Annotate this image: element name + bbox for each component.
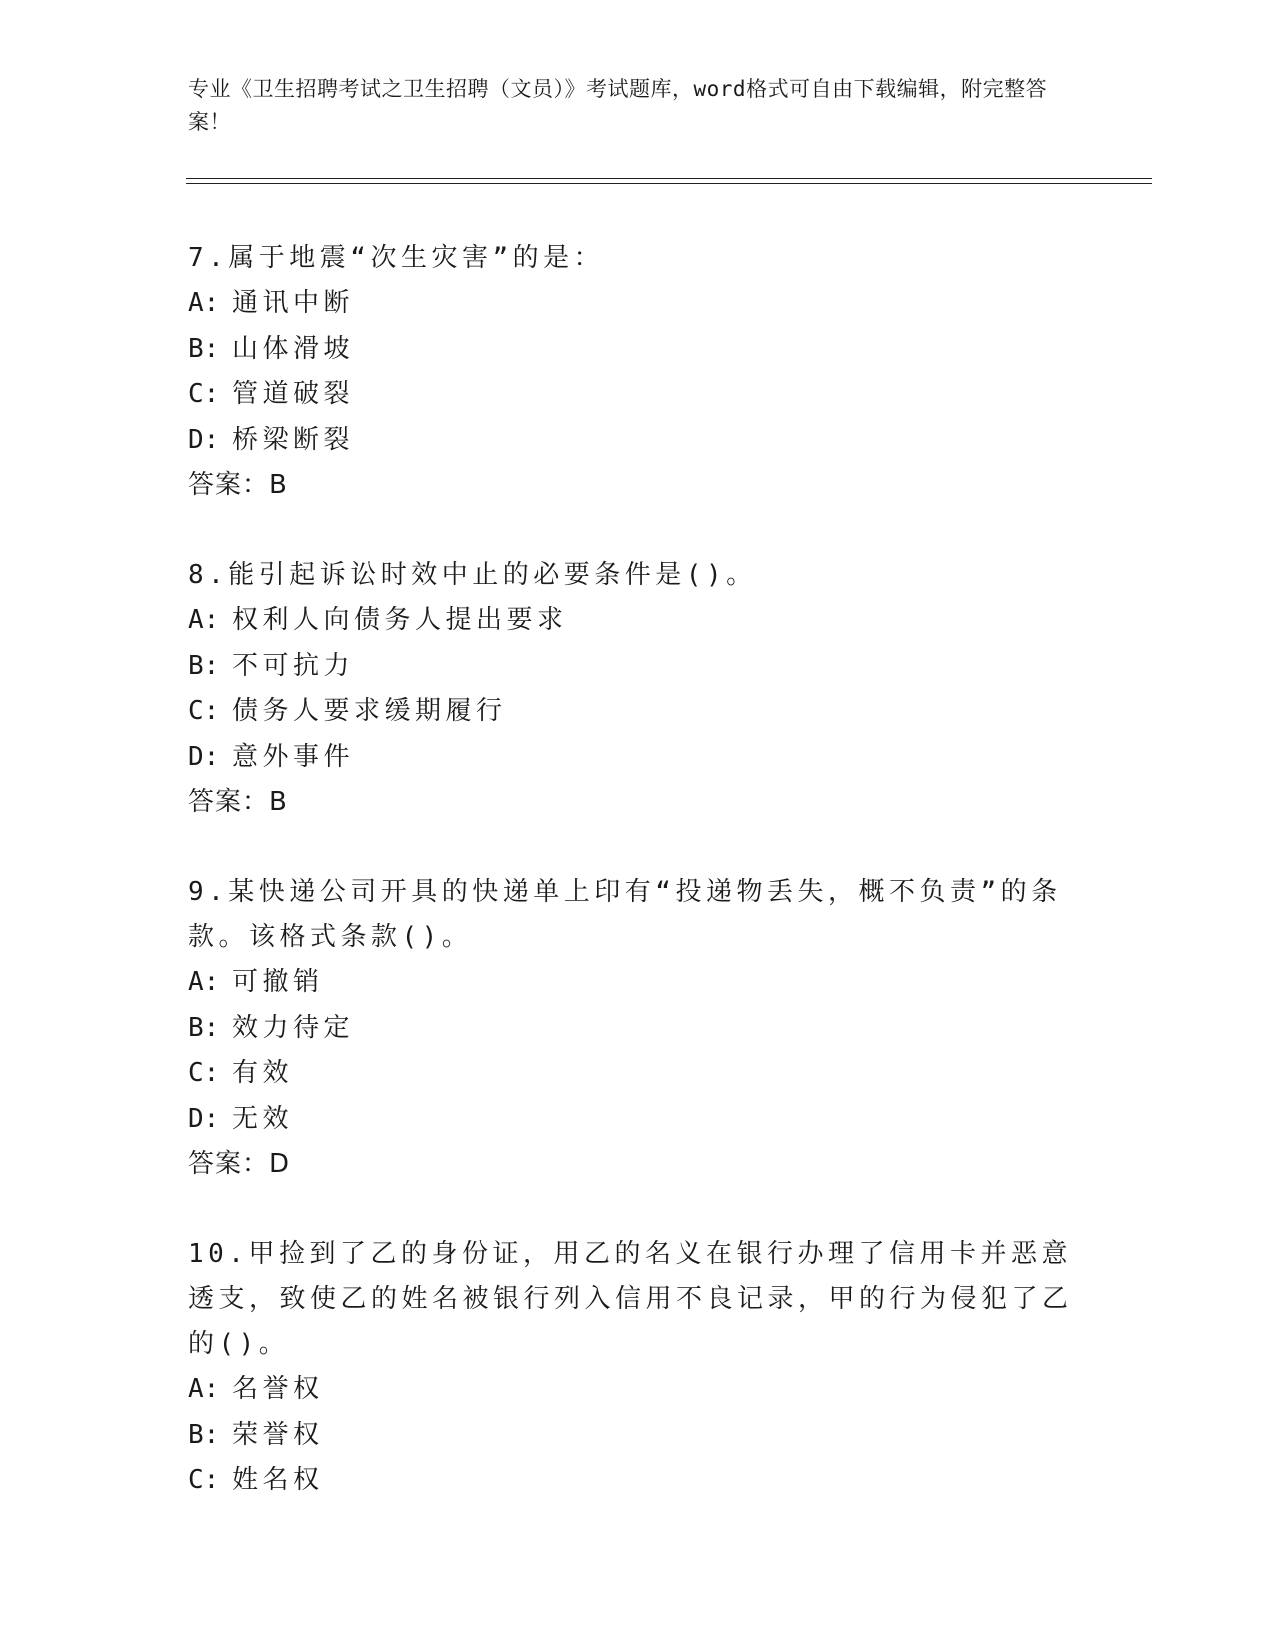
option-label: D: (188, 741, 220, 772)
option-text: 桥梁断裂 (232, 424, 355, 455)
option-d (188, 418, 1088, 464)
option-text: 债务人要求缓期履行 (232, 696, 507, 726)
option-text: 管道破裂 (232, 379, 355, 409)
option-b (188, 1006, 1088, 1052)
option-text: 权利人向债务人提出要求 (232, 605, 568, 635)
option-text: 通讯中断 (232, 288, 355, 318)
question-8 (188, 553, 1088, 825)
option-c (188, 1458, 1088, 1504)
option-d (188, 1097, 1088, 1143)
question-7 (188, 236, 1088, 508)
option-text: 有效 (232, 1058, 294, 1088)
option-d (188, 735, 1088, 781)
answer-line: 答案：D (188, 1149, 291, 1179)
question-9 (188, 870, 1088, 1187)
option-label: A: (188, 1374, 220, 1404)
option-b (188, 1413, 1088, 1459)
option-c (188, 1051, 1088, 1097)
option-c (188, 372, 1088, 418)
question-10 (188, 1232, 1088, 1504)
question-text: 10.甲捡到了乙的身份证，用乙的名义在银行办理了信用卡并恶意透支，致使乙的姓名被银行列入信用不良记录，甲的行为侵犯了乙的()。 (188, 1239, 1073, 1359)
header-divider-top (186, 178, 1152, 179)
header-divider-bottom (186, 183, 1152, 184)
question-text: 9.某快递公司开具的快递单上印有“投递物丢失，概不负责”的条款。该格式条款()。 (188, 877, 1062, 952)
option-c (188, 689, 1088, 735)
option-text: 效力待定 (232, 1012, 355, 1043)
question-list (188, 236, 1088, 1549)
option-label: A: (188, 967, 220, 997)
option-a (188, 598, 1088, 644)
option-label: B: (188, 1012, 220, 1043)
answer-line: 答案：B (188, 787, 288, 817)
option-b (188, 644, 1088, 690)
option-label: D: (188, 1103, 220, 1134)
document-header: 专业《卫生招聘考试之卫生招聘（文员）》考试题库，word格式可自由下载编辑，附完整答案！ (188, 77, 1048, 134)
option-label: C: (188, 379, 220, 409)
option-label: C: (188, 1058, 220, 1088)
option-text: 无效 (232, 1103, 294, 1134)
option-label: A: (188, 605, 220, 635)
option-text: 山体滑坡 (232, 333, 355, 364)
option-label: A: (188, 288, 220, 318)
question-text: 8.能引起诉讼时效中止的必要条件是()。 (188, 560, 757, 590)
option-label: B: (188, 333, 220, 364)
option-label: B: (188, 650, 220, 681)
option-text: 名誉权 (232, 1374, 324, 1404)
option-a (188, 281, 1088, 327)
question-text: 7.属于地震“次生灾害”的是： (188, 243, 605, 273)
option-text: 可撤销 (232, 967, 324, 997)
answer-line: 答案：B (188, 470, 288, 500)
option-label: B: (188, 1419, 220, 1450)
option-text: 姓名权 (232, 1465, 324, 1495)
option-a (188, 960, 1088, 1006)
option-label: C: (188, 1465, 220, 1495)
option-text: 荣誉权 (232, 1419, 324, 1450)
option-a (188, 1367, 1088, 1413)
option-b (188, 327, 1088, 373)
option-text: 不可抗力 (232, 650, 355, 681)
option-text: 意外事件 (232, 741, 355, 772)
option-label: D: (188, 424, 220, 455)
option-label: C: (188, 696, 220, 726)
